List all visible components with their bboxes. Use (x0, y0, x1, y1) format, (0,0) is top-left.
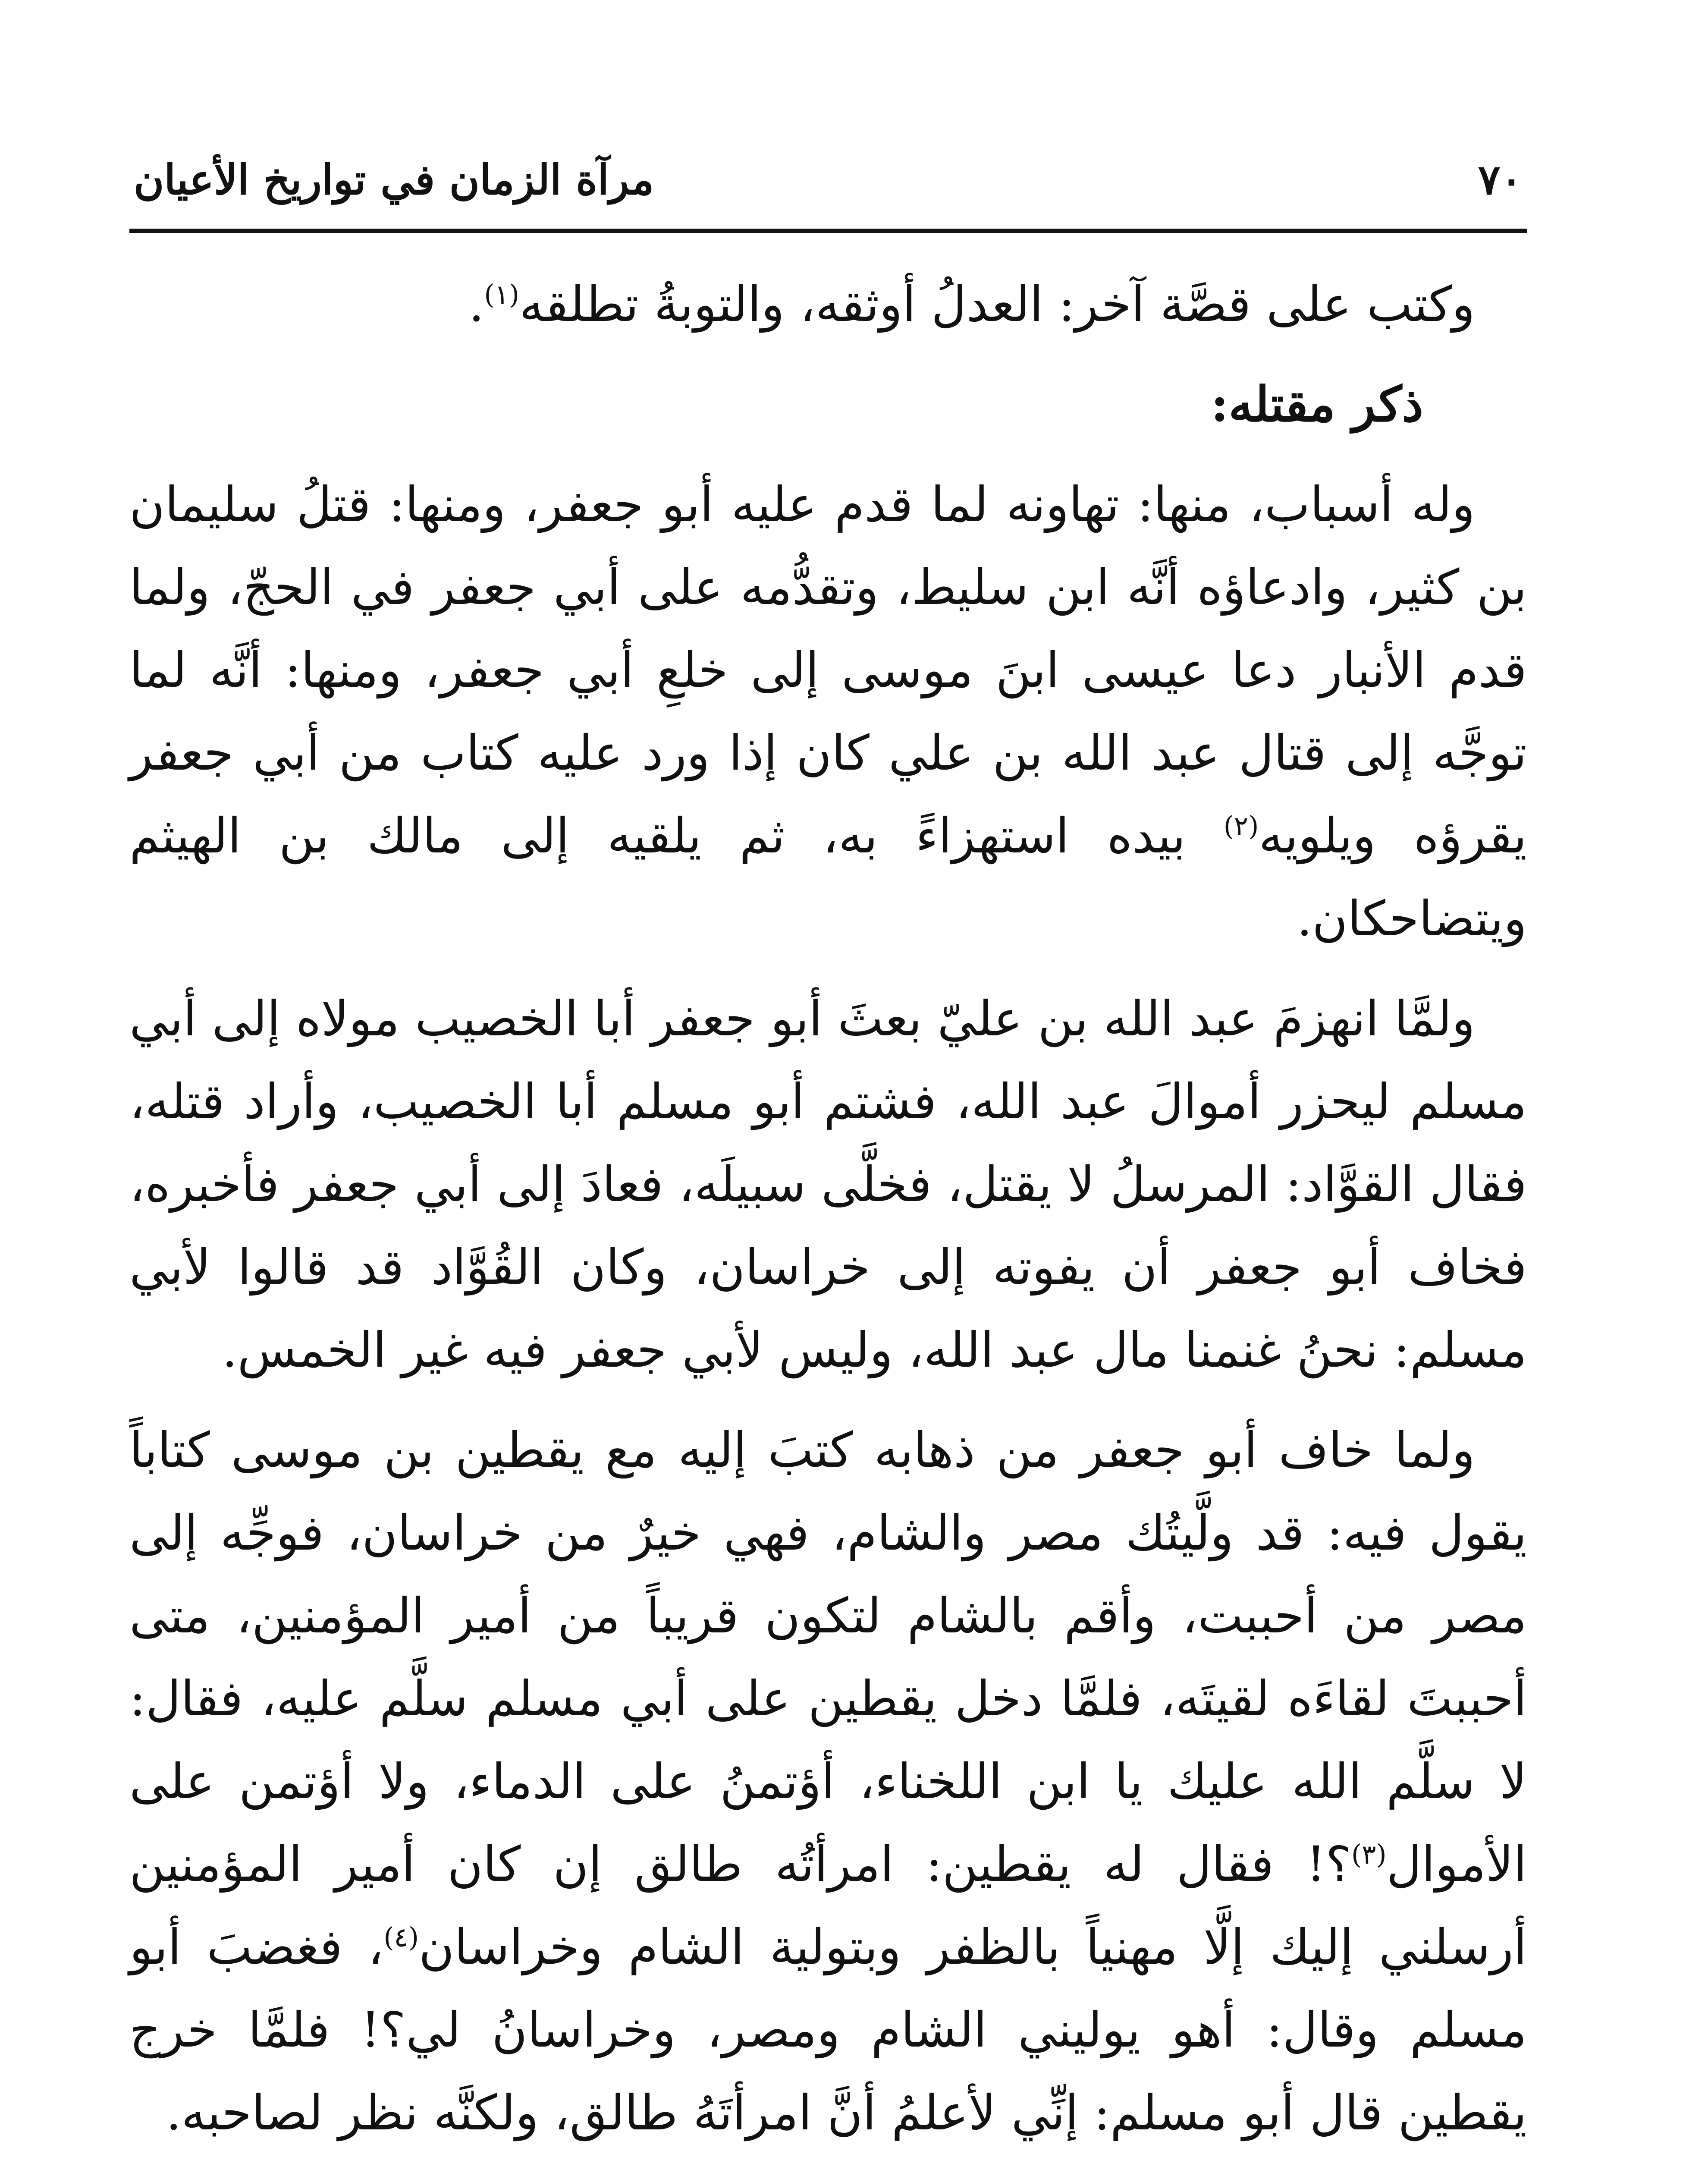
paragraph-tail: . (468, 277, 484, 333)
paragraph-letter (129, 1409, 1527, 2154)
footnote-ref-4: (٤) (383, 1921, 419, 1953)
paragraph-text: ، فغضبَ أبو مسلم وقال: أهو يوليني الشام ومصر، وخراسانُ لي؟! فلمَّا خرج يقطين قال أبو مسلم: إنِّي لأعلمُ أنَّ امرأتَهُ طالق، ولكنَّه نظر لصاحبه. (129, 1919, 1527, 2141)
paragraph-text: ولما خاف أبو جعفر من ذهابه كتبَ إليه مع يقطين بن موسى كتاباً يقول فيه: قد ولَّيتُك مصر والشام، فهي خيرٌ من خراسان، فوجِّه إلى مصر من أحببت، وأقم بالشام لتكون قريباً من أمير المؤمنين، متى أحببتَ لقاءَه لقيتَه، فلمَّا دخل يقطين على أبي مسلم سلَّم عليه، فقال: لا سلَّم الله عليك يا ابن اللخناء، أؤتمنُ على الدماء، ولا أؤتمن على الأموال (129, 1422, 1527, 1893)
book-page (129, 138, 1527, 2157)
running-header (129, 138, 1527, 233)
paragraph-reasons (129, 463, 1527, 960)
paragraph-signature (129, 263, 1527, 346)
footnote-ref-3: (٣) (1351, 1839, 1387, 1870)
book-title: مرآة الزمان في تواريخ الأعيان (134, 155, 654, 204)
footnote-ref-1: (١) (484, 279, 520, 310)
page-number: ٧٠ (1478, 155, 1523, 204)
paragraph-text: ولمَّا انهزمَ عبد الله بن عليّ بعثَ أبو جعفر أبا الخصيب مولاه إلى أبي مسلم ليحزر أموالَ عبد الله، فشتم أبو مسلم أبا الخصيب، وأراد قتله، فقال القوَّاد: المرسلُ لا يقتل، فخلَّى سبيلَه، فعادَ إلى أبي جعفر فأخبره، فخاف أبو جعفر أن يفوته إلى خراسان، وكان القُوَّاد قد قالوا لأبي مسلم: نحنُ غنمنا مال عبد الله، وليس لأبي جعفر فيه غير الخمس. (129, 991, 1527, 1378)
footnote-ref-2: (٢) (1223, 810, 1259, 842)
section-heading: ذكر مقتله: (1211, 376, 1423, 433)
paragraph-text: ؟! فقال له يقطين: امرأتُه طالق إن كان أمير المؤمنين أرسلني إليك إلَّا مهنياً بالظفر وبتولية الشام وخراسان (129, 1836, 1527, 1975)
main-text (129, 263, 1527, 2154)
paragraph-text: وكتب على قصَّة آخر: العدلُ أوثقه، والتوبةُ تطلقه (519, 277, 1475, 333)
paragraph-text: بيده استهزاءً به، ثم يلقيه إلى مالك بن الهيثم ويتضاحكان. (129, 808, 1527, 947)
paragraph-text: وله أسباب، منها: تهاونه لما قدم عليه أبو جعفر، ومنها: قتلُ سليمان بن كثير، وادعاؤه أنَّه ابن سليط، وتقدُّمه على أبي جعفر في الحجّ، ولما قدم الأنبار دعا عيسى ابنَ موسى إلى خلعِ أبي جعفر، ومنها: أنَّه لما توجَّه إلى قتال عبد الله بن علي كان إذا ورد عليه كتاب من أبي جعفر يقرؤه ويلويه (129, 477, 1527, 864)
paragraph-defeat (129, 978, 1527, 1392)
